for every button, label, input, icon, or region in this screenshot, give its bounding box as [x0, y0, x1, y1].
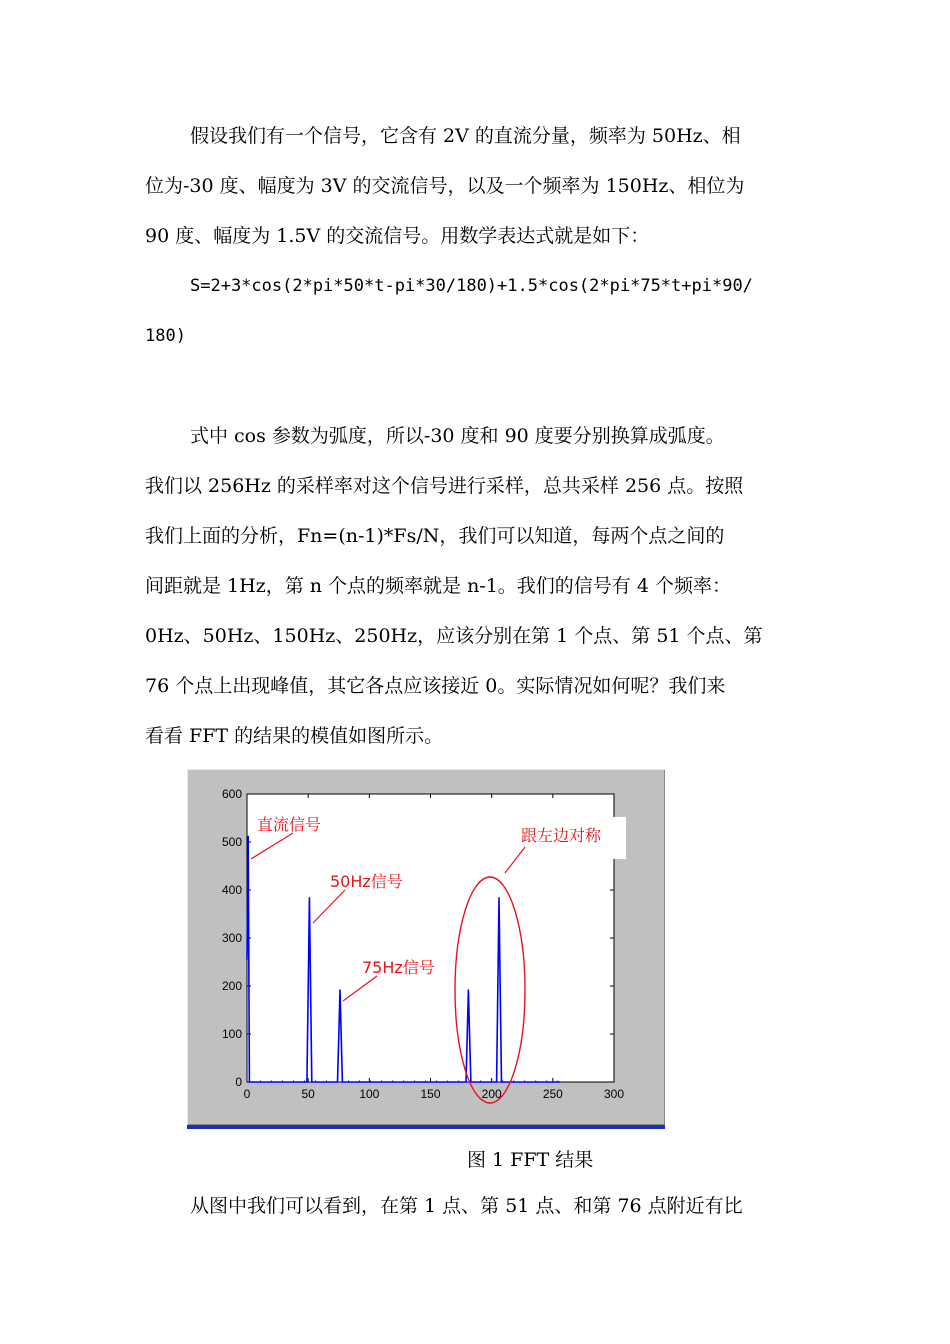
formula-line: S=2+3*cos(2*pi*50*t-pi*30/180)+1.5*cos(2*pi*75*t+pi*90/ [190, 276, 753, 296]
x-tick-label: 300 [603, 1087, 625, 1101]
y-tick-label: 100 [221, 1027, 242, 1041]
spectrum-point [310, 989, 311, 990]
x-tick-label: 150 [420, 1087, 441, 1101]
spectrum-point [248, 836, 249, 837]
spectrum-point [309, 897, 310, 898]
paragraph-line: 间距就是 1Hz，第 n 个点的频率就是 n-1。我们的信号有 4 个频率： [145, 575, 731, 597]
spectrum-point [560, 1081, 561, 1082]
spectrum-point [342, 1081, 343, 1082]
spectrum-point [468, 989, 469, 990]
spectrum-point [467, 1035, 468, 1036]
spectrum-point [306, 1081, 307, 1082]
x-tick-label: 200 [481, 1087, 502, 1101]
x-tick-label: 50 [301, 1087, 315, 1101]
figure-caption: 图 1 FFT 结果 [467, 1149, 594, 1171]
spectrum-point [469, 1035, 470, 1036]
paragraph-line: 假设我们有一个信号，它含有 2V 的直流分量，频率为 50Hz、相 [190, 125, 741, 147]
annotation-label: 50Hz信号 [330, 872, 403, 891]
fft-figure [187, 769, 665, 1129]
x-tick-label: 250 [542, 1087, 563, 1101]
formula-line: 180) [145, 326, 186, 346]
paragraph-line: 从图中我们可以看到，在第 1 点、第 51 点、和第 76 点附近有比 [190, 1195, 743, 1217]
paragraph-line: 我们以 256Hz 的采样率对这个信号进行采样，总共采样 256 点。按照 [145, 475, 744, 497]
paragraph-line: 位为-30 度、幅度为 3V 的交流信号，以及一个频率为 150Hz、相位为 [145, 175, 745, 197]
y-tick-label: 300 [221, 931, 242, 945]
x-tick-label: 0 [243, 1087, 251, 1101]
y-tick-label: 500 [221, 835, 242, 849]
spectrum-point [497, 989, 498, 990]
annotation-label: 跟左边对称 [521, 826, 602, 845]
y-tick-label: 0 [235, 1075, 242, 1089]
spectrum-point [558, 1081, 559, 1082]
annotation-label: 75Hz信号 [362, 958, 435, 977]
spectrum-point [338, 1035, 339, 1036]
paragraph-line: 式中 cos 参数为弧度，所以-30 度和 90 度要分别换算成弧度。 [190, 425, 725, 447]
spectrum-point [308, 989, 309, 990]
spectrum-point [246, 959, 247, 960]
y-tick-label: 600 [221, 787, 242, 801]
annotation-label: 直流信号 [257, 815, 322, 834]
spectrum-point [311, 1081, 312, 1082]
paragraph-line: 0Hz、50Hz、150Hz、250Hz，应该分别在第 1 个点、第 51 个点、第 [145, 625, 763, 647]
spectrum-point [498, 897, 499, 898]
spectrum-point [465, 1081, 466, 1082]
paragraph-line: 看看 FFT 的结果的模值如图所示。 [145, 725, 444, 747]
y-tick-label: 200 [221, 979, 242, 993]
paragraph-line: 90 度、幅度为 1.5V 的交流信号。用数学表达式就是如下： [145, 225, 650, 247]
y-tick-label: 400 [221, 883, 242, 897]
spectrum-point [339, 989, 340, 990]
spectrum-point [496, 1081, 497, 1082]
spectrum-point [500, 989, 501, 990]
spectrum-point [501, 1081, 502, 1082]
spectrum-point [341, 1035, 342, 1036]
fft-chart [187, 769, 665, 1125]
paragraph-line: 76 个点上出现峰值，其它各点应该接近 0。实际情况如何呢？我们来 [145, 675, 726, 697]
x-tick-label: 100 [359, 1087, 380, 1101]
paragraph-line: 我们上面的分析，Fn=(n-1)*Fs/N，我们可以知道，每两个点之间的 [145, 525, 725, 547]
